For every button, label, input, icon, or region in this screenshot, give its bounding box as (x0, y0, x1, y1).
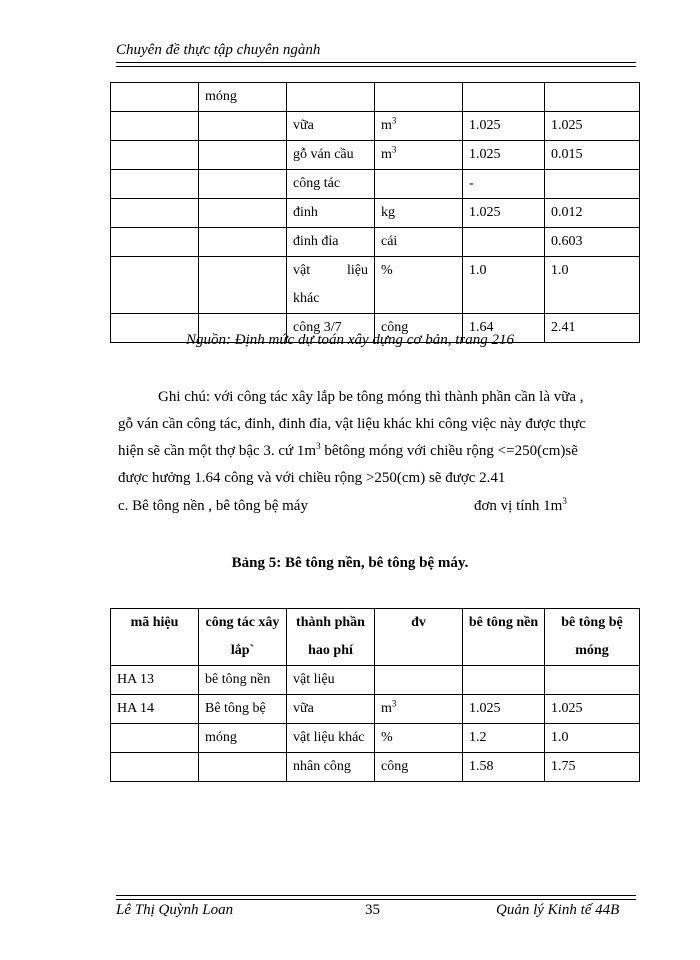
table-cell: % (375, 724, 463, 753)
table-cell: 1.025 (545, 112, 640, 141)
table-cell: nhân công (287, 753, 375, 782)
table-cell: 1.025 (463, 112, 545, 141)
table-cell: công (375, 753, 463, 782)
header-cell: công tác xây lắp` (199, 609, 287, 666)
table-row (111, 753, 640, 782)
note-line: gỗ ván cần công tác, đinh, đinh đỉa, vật liệu khác khi công việc này được thực (118, 416, 586, 432)
header-cell: mã hiệu (111, 609, 199, 666)
table-cell: - (463, 170, 545, 199)
table-cell (545, 666, 640, 695)
table-cell (545, 170, 640, 199)
table-cell (199, 228, 287, 257)
table-cell: % (375, 257, 463, 314)
table-cell: móng (199, 83, 287, 112)
table-cell: 0.603 (545, 228, 640, 257)
page-header-title: Chuyên đề thực tập chuyên ngành (116, 42, 321, 58)
unit-cell (375, 141, 463, 170)
foundation-concrete-table (110, 608, 640, 782)
table-row (111, 724, 640, 753)
page-number: 35 (365, 902, 380, 918)
word: vật (293, 263, 311, 278)
table-cell (111, 170, 199, 199)
justified-line (293, 257, 368, 285)
table-cell (111, 112, 199, 141)
table-cell: 1.0 (545, 257, 640, 314)
table-cell: móng (199, 724, 287, 753)
table-cell: Bê tông bệ (199, 695, 287, 724)
note-paragraph (118, 384, 634, 492)
table-cell (287, 83, 375, 112)
source-caption: Nguồn: Định mức dự toán xây dựng cơ bản, trang 216 (186, 332, 514, 348)
unit-text: đơn vị tính 1m (474, 498, 563, 514)
table-row (111, 83, 640, 112)
table-cell (375, 666, 463, 695)
table-caption: Bảng 5: Bê tông nền, bê tông bệ máy. (231, 555, 469, 571)
table-cell-other-materials (287, 257, 375, 314)
unit-text: $m^3$ (381, 115, 397, 133)
superscript: 3 (562, 496, 567, 506)
table-cell (375, 170, 463, 199)
header-cell: bê tông bệ móng (545, 609, 640, 666)
table-cell (199, 753, 287, 782)
section-heading (118, 498, 638, 515)
table-row (111, 257, 640, 314)
table-cell (199, 112, 287, 141)
table-row (111, 695, 640, 724)
table-cell: $m^3$ (375, 695, 463, 724)
table-cell (111, 753, 199, 782)
table-row (111, 666, 640, 695)
table-cell (463, 228, 545, 257)
table-cell (111, 257, 199, 314)
note-line (118, 438, 634, 465)
table-cell: 1.0 (545, 724, 640, 753)
table-cell (199, 199, 287, 228)
footer-class: Quản lý Kinh tế 44B (496, 902, 620, 918)
table-cell: 0.015 (545, 141, 640, 170)
table-cell (463, 666, 545, 695)
table-header-row (111, 609, 640, 666)
table-cell: 1.025 (463, 199, 545, 228)
table-cell (375, 83, 463, 112)
unit-text: $m^3$ (381, 144, 397, 162)
table-cell: công 3/7 (287, 314, 375, 343)
table-cell: 1.025 (463, 141, 545, 170)
table-cell: HA 14 (111, 695, 199, 724)
header-cell: bê tông nền (463, 609, 545, 666)
table-cell: cái (375, 228, 463, 257)
table-cell: vật liệu (287, 666, 375, 695)
table-cell: 1.75 (545, 753, 640, 782)
table-cell (545, 83, 640, 112)
table-cell: 1.64 (463, 314, 545, 343)
table-cell: 1.025 (463, 695, 545, 724)
header-cell: đv (375, 609, 463, 666)
table-cell: vật liệu khác (287, 724, 375, 753)
table-row (111, 199, 640, 228)
table-cell: đinh (287, 199, 375, 228)
table-cell (199, 257, 287, 314)
table-cell: vữa (287, 695, 375, 724)
table-cell (111, 141, 199, 170)
table-cell: 1.025 (545, 695, 640, 724)
note-line: Ghi chú: với công tác xây lắp be tông móng thì thành phần cần là vữa , (158, 389, 584, 405)
table-cell: 0.012 (545, 199, 640, 228)
table-cell (111, 228, 199, 257)
table-row (111, 141, 640, 170)
unit-cell (375, 112, 463, 141)
table-cell: 1.0 (463, 257, 545, 314)
section-label: c. Bê tông nền , bê tông bệ máy (118, 498, 308, 514)
table-row (111, 228, 640, 257)
table-cell (199, 141, 287, 170)
table-cell: công tác (287, 170, 375, 199)
word: khác (293, 291, 320, 306)
table-cell: 1.2 (463, 724, 545, 753)
superscript: 3 (316, 441, 321, 451)
material-table-continued (110, 82, 640, 343)
header-rule (116, 62, 636, 67)
unit-label (474, 498, 567, 515)
table-cell: bê tông nền (199, 666, 287, 695)
table-cell (199, 170, 287, 199)
note-line: được hưởng 1.64 công và với chiều rộng >250(cm) sẽ được 2.41 (118, 470, 506, 486)
table-cell: HA 13 (111, 666, 199, 695)
table-cell (463, 83, 545, 112)
table-cell (111, 724, 199, 753)
table-cell: đinh đỉa (287, 228, 375, 257)
table-cell (111, 83, 199, 112)
table-cell: gỗ ván cầu (287, 141, 375, 170)
table-cell: kg (375, 199, 463, 228)
note-text: hiện sẽ cần một thợ bậc 3. cứ 1m (118, 443, 317, 459)
note-text: bêtông móng với chiều rộng <=250(cm)sẽ (320, 443, 578, 459)
table-cell (111, 199, 199, 228)
table-cell: vữa (287, 112, 375, 141)
footer-author: Lê Thị Quỳnh Loan (116, 902, 234, 918)
table-row (111, 170, 640, 199)
table-cell: 1.58 (463, 753, 545, 782)
word: liệu (347, 263, 368, 278)
footer-rule (116, 895, 636, 900)
table-row (111, 112, 640, 141)
header-cell: thành phần hao phí (287, 609, 375, 666)
table-cell: 2.41 (545, 314, 640, 343)
table-cell: công (375, 314, 463, 343)
